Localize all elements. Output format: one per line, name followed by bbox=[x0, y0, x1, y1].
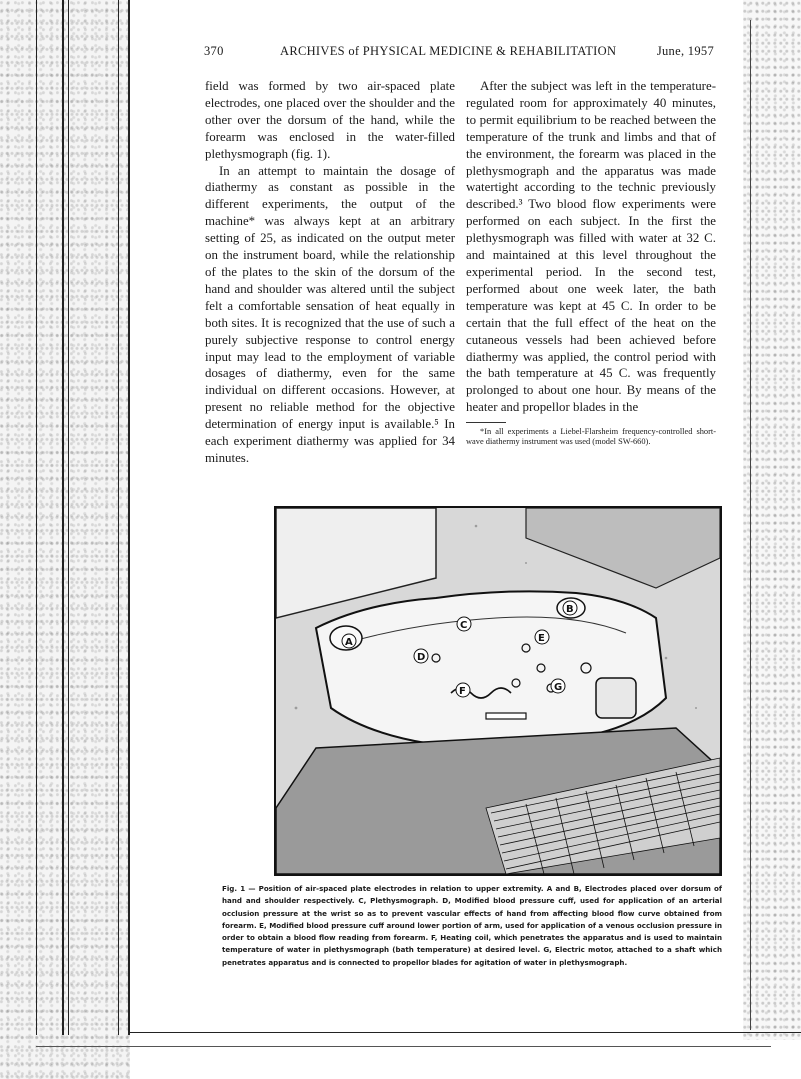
figure-label: G bbox=[554, 682, 563, 693]
page-left-edge bbox=[128, 0, 130, 1035]
page-right-margin-noise bbox=[743, 0, 801, 1040]
figure-label: B bbox=[566, 604, 574, 615]
paragraph: field was formed by two air-spaced plate electrodes, one placed over the shoulder and the other over the dorsum of the hand, while the forearm was enclosed in the water-filled plethysmograph (fig. 1). bbox=[205, 79, 455, 161]
binding-edge-line bbox=[118, 0, 119, 1035]
page-bottom-edge bbox=[36, 1046, 771, 1047]
left-column bbox=[205, 78, 455, 467]
paragraph: After the subject was left in the temperature-regulated room for approximately 40 minutes, to permit equilibrium to be reached between the temperature of the trunk and limbs and that of the environment, the forearm was placed in the plethysmograph and the apparatus was made watertight according to the technic previously described.³ Two blood flow experiments were performed on each subject. In the first the plethysmograph was filled with water at 32 C. and maintained at this level throughout the experimental period. In the second test, performed about one week later, the bath temperature was kept at 45 C. In order to be certain that the full effect of the heat on the cutaneous vessels had been achieved before diathermy was applied, the control period with the bath temperature at 45 C. was frequently prolonged to about one hour. By means of the heater and propellor blades in the bbox=[466, 79, 716, 415]
binding-edge-line bbox=[36, 0, 37, 1035]
book-binding-left bbox=[0, 0, 130, 1079]
footnote-rule bbox=[466, 422, 506, 423]
footnote: *In all experiments a Liebel-Flarsheim frequency-controlled short-wave diathermy instrument was used (model SW-660). bbox=[466, 427, 716, 447]
page-right-edge bbox=[750, 20, 751, 1030]
issue-date: June, 1957 bbox=[656, 44, 714, 58]
figure-label: D bbox=[417, 652, 426, 663]
figure-caption: Fig. 1 — Position of air-spaced plate electrodes in relation to upper extremity. A and B, Electrodes placed over dorsum of hand and shoulder respectively. C, Plethysmograph. D, Modified blood pressure cuff, used for application of an arterial occlusion pressure at the wrist so as to prevent vascular effects of hand from affecting blood flow curve obtained from forearm. E, Modified blood pressure cuff around lower portion of arm, used for application of a venous occlusion pressure in order to obtain a blood flow reading from forearm. F, Heating coil, which penetrates the apparatus and is used to maintain temperature of water in plethysmograph (bath temperature) at desired level. G, Electric motor, attached to a shaft which penetrates apparatus and is connected to propellor blades for agitation of water in plethysmograph. bbox=[222, 884, 722, 967]
page-bottom-edge bbox=[128, 1032, 801, 1033]
page-number: 370 bbox=[204, 44, 224, 58]
figure-label: E bbox=[538, 633, 545, 644]
figure-label: F bbox=[459, 686, 466, 697]
binding-edge-line bbox=[62, 0, 64, 1035]
binding-edge-line bbox=[68, 0, 69, 1035]
paragraph: In an attempt to maintain the dosage of diathermy as constant as possible in the different experiments, the output of the machine* was always kept at an arbitrary setting of 25, as indicated on the output meter on the instrument board, while the relationship of the plates to the skin of the dorsum of the hand and shoulder was altered until the subject felt a comfortable sensation of heat equally in both sites. It is recognized that the use of such a purely subjective response to control energy input may lead to the employment of variable dosages of diathermy, even for the same individual on different occasions. However, at present no reliable method for the objective determination of energy input is available.⁵ In each experiment diathermy was applied for 34 minutes. bbox=[205, 163, 455, 465]
journal-title: ARCHIVES of PHYSICAL MEDICINE & REHABILITATION bbox=[280, 44, 617, 58]
figure-photo bbox=[274, 506, 722, 876]
figure-label: A bbox=[345, 637, 353, 648]
apparatus-photo bbox=[276, 508, 720, 874]
right-column bbox=[466, 78, 716, 447]
figure-label: C bbox=[460, 620, 468, 631]
